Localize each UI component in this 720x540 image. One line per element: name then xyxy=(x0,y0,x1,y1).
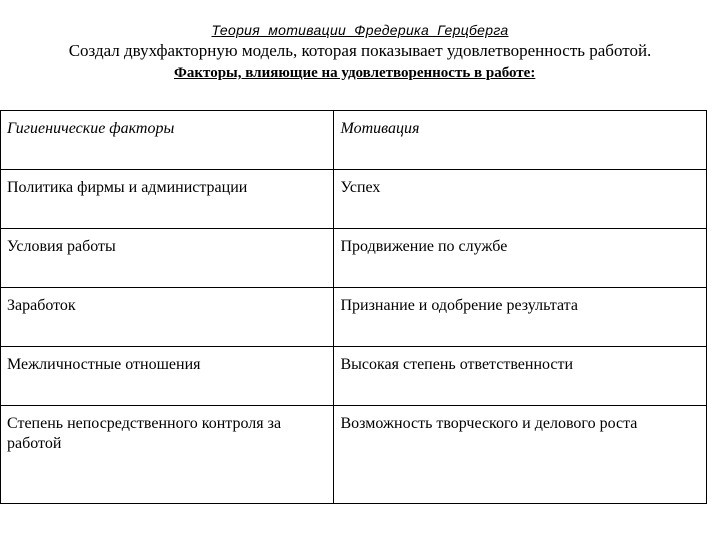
table-cell: Степень непосредственного контроля за работой xyxy=(1,406,334,504)
table-cell: Признание и одобрение результата xyxy=(334,288,707,347)
factors-table xyxy=(0,110,707,504)
table-cell: Условия работы xyxy=(1,229,334,288)
table-cell: Возможность творческого и делового роста xyxy=(334,406,707,504)
table-row xyxy=(1,170,707,229)
document-title: Теория мотивации Фредерика Герцберга xyxy=(211,22,509,38)
table-cell: Межличностные отношения xyxy=(1,347,334,406)
table-cell: Продвижение по службе xyxy=(334,229,707,288)
table-row xyxy=(1,347,707,406)
table-row xyxy=(1,406,707,504)
table-row xyxy=(1,288,707,347)
table-cell: Высокая степень ответственности xyxy=(334,347,707,406)
table-cell: Политика фирмы и администрации xyxy=(1,170,334,229)
table-header-row xyxy=(1,111,707,170)
header-hygiene-factors: Гигиенические факторы xyxy=(1,111,334,170)
table-cell: Успех xyxy=(334,170,707,229)
factors-heading: Факторы, влияющие на удовлетворенность в работе: xyxy=(174,65,536,81)
header-motivation: Мотивация xyxy=(334,111,707,170)
table-cell: Заработок xyxy=(1,288,334,347)
document-subtitle: Создал двухфакторную модель, которая показывает удовлетворенность работой. xyxy=(68,41,652,60)
table-row xyxy=(1,229,707,288)
